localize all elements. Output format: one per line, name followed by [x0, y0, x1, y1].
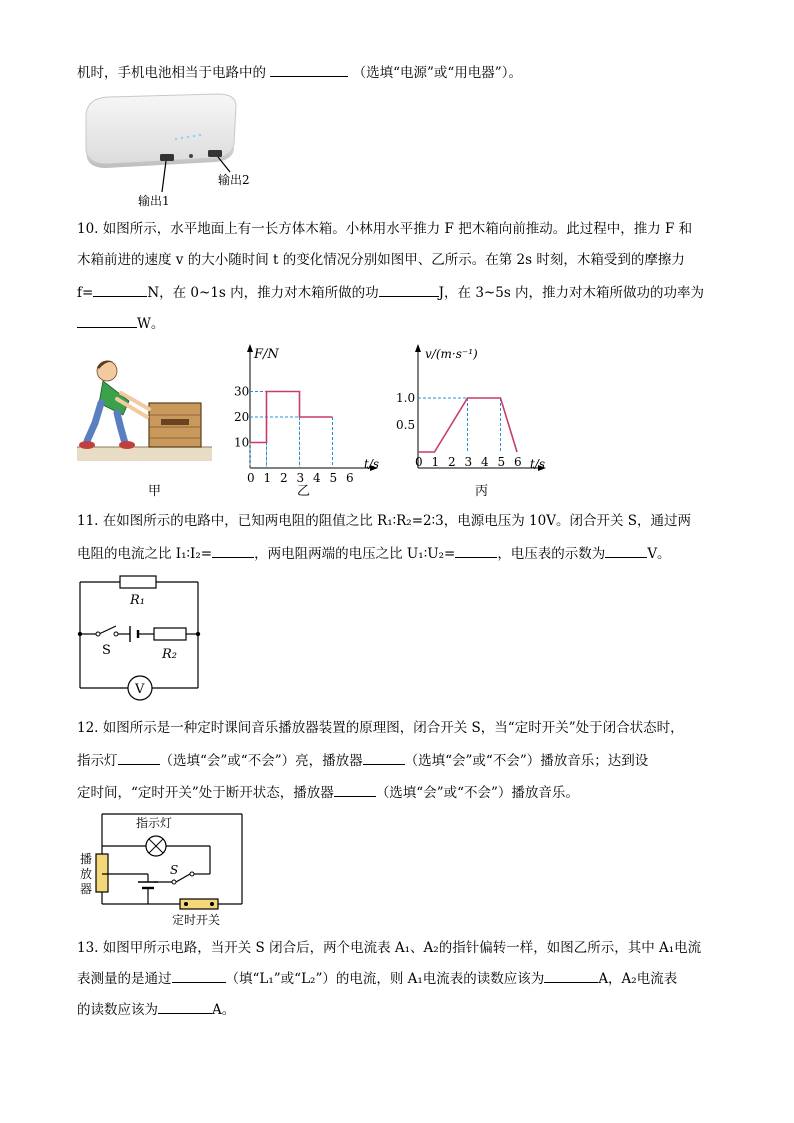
- q10-blank-2[interactable]: [379, 282, 439, 297]
- q10-text-b: N，在 0~1s 内，推力对木箱所做的功: [147, 285, 379, 301]
- q12-blank-1[interactable]: [118, 750, 160, 765]
- q13-text-d: 的读数应该为: [77, 1002, 158, 1018]
- q11-text-b: ，两电阻两端的电压之比 U₁∶U₂=: [254, 546, 456, 562]
- q13-blank-1[interactable]: [172, 968, 226, 983]
- q10-blank-1[interactable]: [93, 282, 147, 297]
- q13-line-3: [77, 999, 235, 1020]
- label-lamp: 指示灯: [136, 816, 173, 830]
- q10-line-1: 10. 如图所示，水平地面上有一长方体木箱。小林用水平推力 F 把木箱向前推动。此过程中，推力 F 和: [77, 221, 693, 237]
- label-output-1: 输出1: [138, 194, 170, 208]
- q11-text-d: V。: [647, 546, 671, 562]
- f-xlabel: t/s: [364, 457, 380, 471]
- q10-text-c: J，在 3~5s 内，推力对木箱所做功的功率为: [438, 285, 705, 301]
- boy-pushing-box-figure: [77, 355, 212, 465]
- v-xtick-4: 4: [481, 455, 489, 469]
- label-s: S: [170, 863, 179, 877]
- q10-line-2: 木箱前进的速度 v 的大小随时间 t 的变化情况分别如图甲、乙所示。在第 2s 时刻，木箱受到的摩擦力: [77, 252, 685, 268]
- q12-blank-3[interactable]: [334, 782, 376, 797]
- q10-text-f: f=: [77, 285, 94, 301]
- q10-line-3: [77, 282, 704, 303]
- q12-circuit-diagram: [72, 808, 252, 930]
- q11-blank-1[interactable]: [212, 543, 254, 558]
- q13-line-2: [77, 968, 677, 989]
- f-xtick-3: 3: [296, 471, 305, 485]
- label-r1: R₁: [130, 593, 145, 608]
- q11-blank-2[interactable]: [455, 543, 497, 558]
- v-ytick-1.0: 1.0: [396, 391, 416, 405]
- caption-bing: 丙: [475, 484, 489, 499]
- f-xtick-5: 5: [329, 471, 338, 485]
- q11-line-2: [77, 543, 671, 564]
- v-ytick-0.5: 0.5: [396, 418, 416, 432]
- q9-text-a: 机时，手机电池相当于电路中的: [77, 65, 266, 81]
- v-xtick-6: 6: [514, 455, 522, 469]
- q13-blank-3[interactable]: [158, 999, 212, 1014]
- v-xtick-3: 3: [464, 455, 473, 469]
- velocity-time-graph: [392, 340, 552, 475]
- caption-yi: 乙: [297, 484, 311, 499]
- caption-jia: 甲: [148, 484, 162, 499]
- q10-text-w: W。: [137, 316, 165, 332]
- q12-line-3: [77, 782, 579, 803]
- q12-text-d: 定时间，“定时开关”处于断开状态，播放器: [77, 785, 334, 801]
- v-xtick-2: 2: [448, 455, 456, 469]
- q12-text-b: （选填“会”或“不会”）亮，播放器: [159, 753, 363, 769]
- f-xtick-6: 6: [346, 471, 354, 485]
- label-timer: 定时开关: [172, 913, 221, 927]
- q11-line-1: 11. 在如图所示的电路中，已知两电阻的阻值之比 R₁∶R₂=2∶3，电源电压为 10V。闭合开关 S，通过两: [77, 513, 691, 529]
- usb-port-2: [208, 150, 222, 157]
- button-dot: [189, 154, 193, 158]
- q12-text-c: （选填“会”或“不会”）播放音乐；达到设: [404, 753, 649, 769]
- force-time-graph: [232, 340, 382, 485]
- f-ytick-20: 20: [234, 410, 250, 424]
- f-ylabel: F/N: [254, 347, 279, 362]
- q9-blank-1[interactable]: [270, 62, 348, 77]
- q13-text-a: 表测量的是通过: [77, 971, 172, 987]
- q12-text-a: 指示灯: [77, 753, 118, 769]
- f-xtick-1: 1: [263, 471, 272, 485]
- q12-line-2: [77, 750, 648, 771]
- q10-line-4: [77, 313, 164, 334]
- q9-line-1: [77, 62, 522, 83]
- resistor-r1: [120, 576, 156, 588]
- voltmeter-label: V: [135, 682, 145, 697]
- f-ytick-30: 30: [234, 384, 250, 399]
- f-xtick-0: 0: [247, 471, 255, 485]
- v-ylabel: v/(m·s⁻¹): [425, 347, 478, 361]
- f-ytick-10: 10: [234, 435, 250, 450]
- v-xtick-5: 5: [497, 455, 506, 469]
- q13-text-c: A，A₂电流表: [598, 971, 678, 987]
- q11-text-a: 电阻的电流之比 I₁∶I₂=: [77, 546, 213, 562]
- q13-text-b: （填“L₁”或“L₂”）的电流，则 A₁电流表的读数应该为: [225, 971, 545, 987]
- label-r2: R₂: [162, 647, 177, 662]
- v-xtick-0: 0: [415, 455, 423, 469]
- v-xlabel: t/s: [530, 457, 546, 471]
- q11-text-c: ，电压表的示数为: [497, 546, 606, 562]
- q13-blank-2[interactable]: [544, 968, 598, 983]
- player-box: [96, 854, 108, 892]
- q13-text-e: A。: [212, 1002, 236, 1018]
- q10-blank-3[interactable]: [77, 313, 137, 328]
- power-bank-figure: [78, 92, 278, 210]
- q13-line-1: 13. 如图甲所示电路，当开关 S 闭合后，两个电流表 A₁、A₂的指针偏转一样，如图乙所示，其中 A₁电流: [77, 940, 702, 956]
- label-output-2: 输出2: [218, 173, 250, 187]
- q11-circuit-diagram: [72, 572, 212, 696]
- f-xtick-4: 4: [313, 471, 321, 485]
- resistor-r2: [154, 628, 186, 640]
- f-xtick-2: 2: [280, 471, 288, 485]
- v-xtick-1: 1: [431, 455, 440, 469]
- q12-text-e: （选填“会”或“不会”）播放音乐。: [375, 785, 579, 801]
- usb-port-1: [160, 154, 174, 161]
- label-switch-s: S: [102, 643, 111, 658]
- q12-blank-2[interactable]: [363, 750, 405, 765]
- q11-blank-3[interactable]: [605, 543, 647, 558]
- q12-line-1: 12. 如图所示是一种定时课间音乐播放器装置的原理图，闭合开关 S，当“定时开关”处于闭合状态时，: [77, 720, 684, 736]
- q9-text-b: （选填“电源”或“用电器”）。: [352, 65, 522, 81]
- label-player: 播放器: [80, 852, 93, 896]
